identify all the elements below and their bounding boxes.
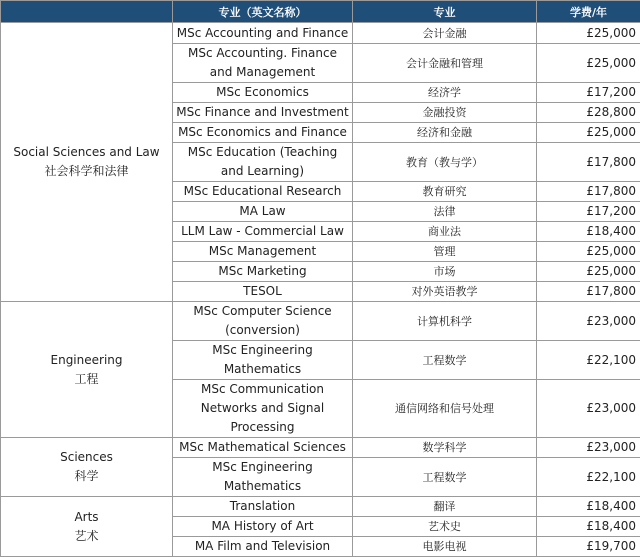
major-cn-cell: 会计金融 bbox=[353, 23, 537, 44]
major-cn-cell: 金融投资 bbox=[353, 103, 537, 123]
major-cn-cell: 电影电视 bbox=[353, 537, 537, 557]
major-cn-cell: 教育研究 bbox=[353, 182, 537, 202]
major-cn-cell: 艺术史 bbox=[353, 517, 537, 537]
fee-cell: £17,800 bbox=[537, 143, 640, 182]
fee-cell: £28,800 bbox=[537, 103, 640, 123]
header-category bbox=[1, 1, 173, 23]
fee-cell: £18,400 bbox=[537, 222, 640, 242]
major-en-cell: MSc Computer Science (conversion) bbox=[173, 302, 353, 341]
major-en-cell: MSc Engineering Mathematics bbox=[173, 458, 353, 497]
major-cn-cell: 数学科学 bbox=[353, 438, 537, 458]
major-cn-cell: 经济和金融 bbox=[353, 123, 537, 143]
major-en-cell: MSc Engineering Mathematics bbox=[173, 341, 353, 380]
major-cn-cell: 法律 bbox=[353, 202, 537, 222]
major-en-cell: TESOL bbox=[173, 282, 353, 302]
fee-cell: £25,000 bbox=[537, 262, 640, 282]
table-body bbox=[1, 23, 640, 557]
major-en-cell: MSc Communication Networks and Signal Processing bbox=[173, 380, 353, 438]
major-cn-cell: 工程数学 bbox=[353, 458, 537, 497]
major-cn-cell: 翻译 bbox=[353, 497, 537, 517]
fee-cell: £17,800 bbox=[537, 182, 640, 202]
major-en-cell: LLM Law - Commercial Law bbox=[173, 222, 353, 242]
header-major-en: 专业（英文名称） bbox=[173, 1, 353, 23]
fee-cell: £22,100 bbox=[537, 341, 640, 380]
header-fee: 学费/年 bbox=[537, 1, 640, 23]
major-en-cell: MSc Marketing bbox=[173, 262, 353, 282]
header-row bbox=[1, 1, 640, 23]
table-row bbox=[1, 497, 640, 517]
fee-cell: £25,000 bbox=[537, 23, 640, 44]
category-name-en: Arts bbox=[3, 508, 170, 527]
fee-cell: £17,200 bbox=[537, 83, 640, 103]
category-cell bbox=[1, 23, 173, 302]
major-en-cell: Translation bbox=[173, 497, 353, 517]
table-row bbox=[1, 302, 640, 341]
fee-cell: £19,700 bbox=[537, 537, 640, 557]
table-row bbox=[1, 438, 640, 458]
fee-cell: £25,000 bbox=[537, 242, 640, 262]
fee-cell: £23,000 bbox=[537, 302, 640, 341]
fee-cell: £18,400 bbox=[537, 517, 640, 537]
major-cn-cell: 通信网络和信号处理 bbox=[353, 380, 537, 438]
table-row bbox=[1, 23, 640, 44]
category-cell bbox=[1, 438, 173, 497]
major-en-cell: MA History of Art bbox=[173, 517, 353, 537]
major-cn-cell: 工程数学 bbox=[353, 341, 537, 380]
category-name-cn: 工程 bbox=[3, 370, 170, 389]
fee-cell: £25,000 bbox=[537, 44, 640, 83]
major-cn-cell: 市场 bbox=[353, 262, 537, 282]
major-en-cell: MSc Educational Research bbox=[173, 182, 353, 202]
major-cn-cell: 商业法 bbox=[353, 222, 537, 242]
major-en-cell: MA Law bbox=[173, 202, 353, 222]
major-cn-cell: 管理 bbox=[353, 242, 537, 262]
major-cn-cell: 经济学 bbox=[353, 83, 537, 103]
fee-cell: £23,000 bbox=[537, 438, 640, 458]
category-name-cn: 艺术 bbox=[3, 527, 170, 546]
fee-cell: £17,800 bbox=[537, 282, 640, 302]
major-en-cell: MSc Accounting. Finance and Management bbox=[173, 44, 353, 83]
category-name-cn: 社会科学和法律 bbox=[3, 162, 170, 181]
fee-cell: £23,000 bbox=[537, 380, 640, 438]
major-cn-cell: 对外英语教学 bbox=[353, 282, 537, 302]
major-en-cell: MSc Education (Teaching and Learning) bbox=[173, 143, 353, 182]
major-en-cell: MSc Accounting and Finance bbox=[173, 23, 353, 44]
major-cn-cell: 教育（教与学） bbox=[353, 143, 537, 182]
major-en-cell: MSc Finance and Investment bbox=[173, 103, 353, 123]
major-cn-cell: 计算机科学 bbox=[353, 302, 537, 341]
category-name-en: Engineering bbox=[3, 351, 170, 370]
category-name-en: Social Sciences and Law bbox=[3, 143, 170, 162]
major-en-cell: MSc Economics bbox=[173, 83, 353, 103]
major-en-cell: MSc Mathematical Sciences bbox=[173, 438, 353, 458]
header-major-cn: 专业 bbox=[353, 1, 537, 23]
major-cn-cell: 会计金融和管理 bbox=[353, 44, 537, 83]
fee-cell: £25,000 bbox=[537, 123, 640, 143]
category-name-cn: 科学 bbox=[3, 467, 170, 486]
fee-cell: £18,400 bbox=[537, 497, 640, 517]
fee-cell: £17,200 bbox=[537, 202, 640, 222]
category-name-en: Sciences bbox=[3, 448, 170, 467]
major-en-cell: MSc Management bbox=[173, 242, 353, 262]
category-cell bbox=[1, 302, 173, 438]
major-en-cell: MA Film and Television bbox=[173, 537, 353, 557]
fee-cell: £22,100 bbox=[537, 458, 640, 497]
major-en-cell: MSc Economics and Finance bbox=[173, 123, 353, 143]
